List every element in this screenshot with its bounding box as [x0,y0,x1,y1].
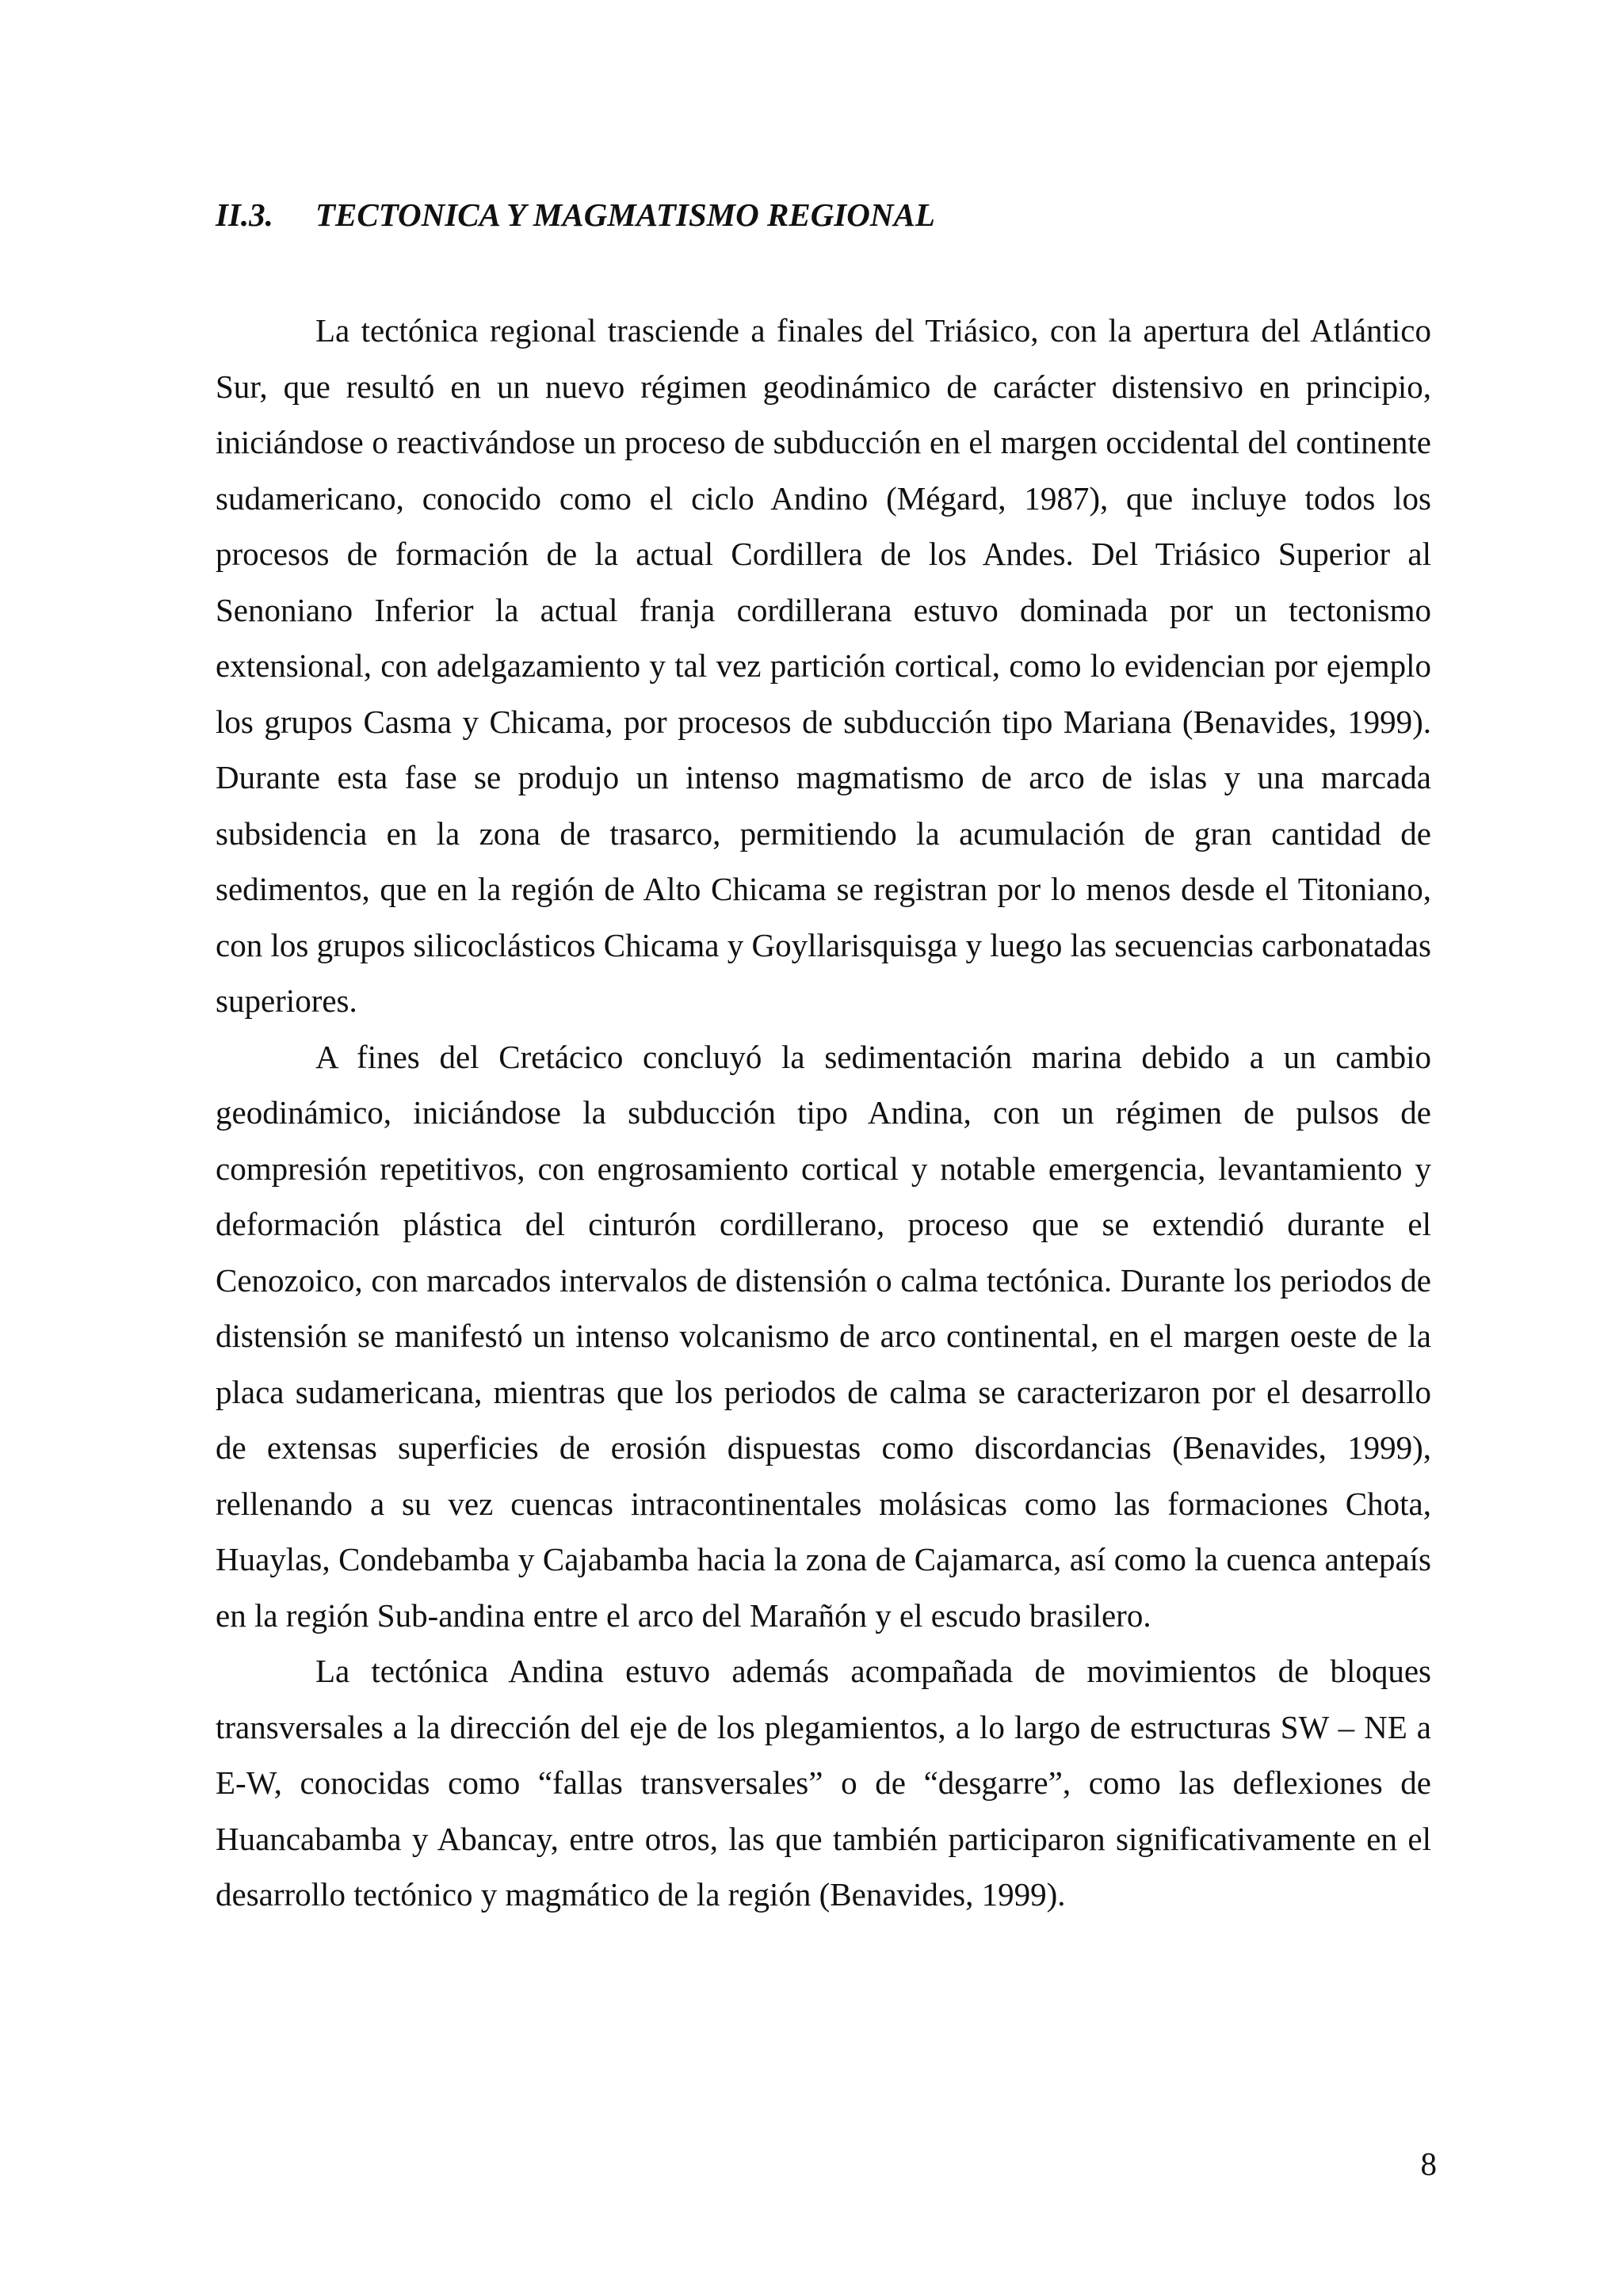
body-text [216,303,1431,1923]
page-number: 8 [1420,2145,1437,2182]
section-number: II.3. [216,196,273,233]
section-title: TECTONICA Y MAGMATISMO REGIONAL [315,196,935,233]
paragraph: La tectónica regional trasciende a finales del Triásico, con la apertura del Atlántico Sur, que resultó en un nuevo régimen geodinámico de carácter distensivo en principio, iniciándose o reactivándose un proceso de subducción en el margen occidental del continente sudamericano, conocido como el ciclo Andino (Mégard, 1987), que incluye todos los procesos de formación de la actual Cordillera de los Andes. Del Triásico Superior al Senoniano Inferior la actual franja cordillerana estuvo dominada por un tectonismo extensional, con adelgazamiento y tal vez partición cortical, como lo evidencian por ejemplo los grupos Casma y Chicama, por procesos de subducción tipo Mariana (Benavides, 1999). Durante esta fase se produjo un intenso magmatismo de arco de islas y una marcada subsidencia en la zona de trasarco, permitiendo la acumulación de gran cantidad de sedimentos, que en la región de Alto Chicama se registran por lo menos desde el Titoniano, con los grupos silicoclásticos Chicama y Goyllarisquisga y luego las secuencias carbonatadas superiores. [216,312,1431,1019]
section-heading [216,194,935,235]
paragraph: La tectónica Andina estuvo además acompañada de movimientos de bloques transversales a la dirección del eje de los plegamientos, a lo largo de estructuras SW – NE a E-W, conocidas como “fallas transversales” o de “desgarre”, como las deflexiones de Huancabamba y Abancay, entre otros, las que también participaron significativamente en el desarrollo tectónico y magmático de la región (Benavides, 1999). [216,1653,1431,1913]
paragraph: A fines del Cretácico concluyó la sedimentación marina debido a un cambio geodinámico, iniciándose la subducción tipo Andina, con un régimen de pulsos de compresión repetitivos, con engrosamiento cortical y notable emergencia, levantamiento y deformación plástica del cinturón cordillerano, proceso que se extendió durante el Cenozoico, con marcados intervalos de distensión o calma tectónica. Durante los periodos de distensión se manifestó un intenso volcanismo de arco continental, en el margen oeste de la placa sudamericana, mientras que los periodos de calma se caracterizaron por el desarrollo de extensas superficies de erosión dispuestas como discordancias (Benavides, 1999), rellenando a su vez cuencas intracontinentales molásicas como las formaciones Chota, Huaylas, Condebamba y Cajabamba hacia la zona de Cajamarca, así como la cuenca antepaís en la región Sub-andina entre el arco del Marañón y el escudo brasilero. [216,1038,1431,1634]
